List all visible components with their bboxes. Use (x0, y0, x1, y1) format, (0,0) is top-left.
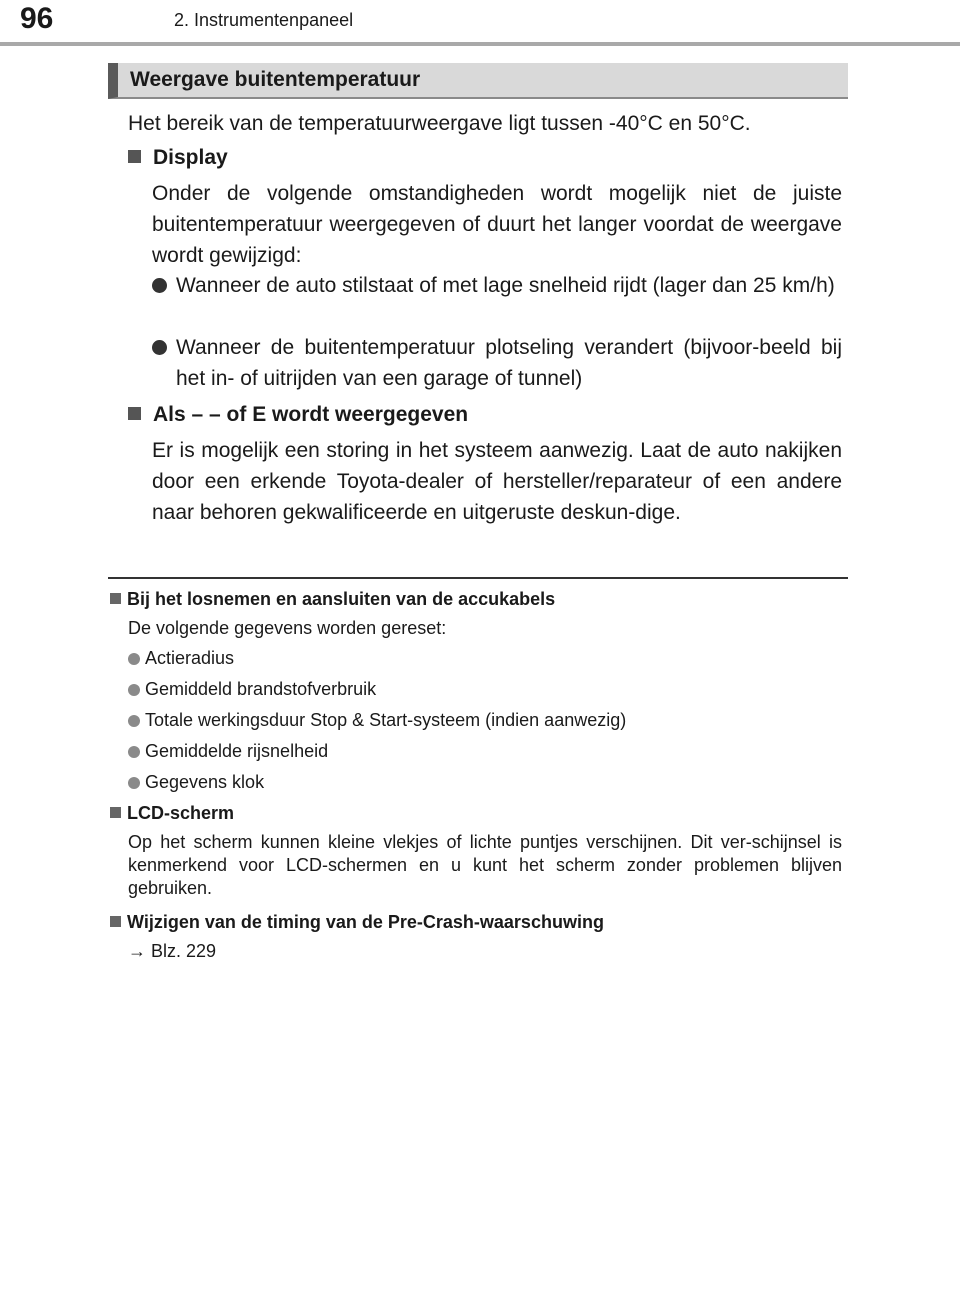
bullet-dot-icon (128, 746, 140, 758)
list-item-label: Totale werkingsduur Stop & Start-systeem (indien aanwezig) (145, 710, 627, 730)
square-bullet-icon (128, 407, 141, 420)
display-bullet-text: Wanneer de buitentemperatuur plotseling verandert (bijvoor-beeld bij het in- of uitrijden van een garage of tunnel) (176, 336, 842, 390)
bullet-dot-icon (128, 653, 140, 665)
precrash-page-reference[interactable]: → Blz. 229 (128, 941, 217, 961)
display-bullet-text: Wanneer de auto stilstaat of met lage snelheid rijdt (lager dan 25 km/h) (176, 274, 835, 297)
list-item-label: Gemiddelde rijsnelheid (145, 741, 329, 761)
list-item (128, 679, 376, 700)
lcd-heading (110, 803, 234, 824)
page-number: 96 (20, 2, 54, 35)
battery-text: De volgende gegevens worden gereset: (128, 618, 447, 638)
lcd-text: Op het scherm kunnen kleine vlekjes of lichte puntjes verschijnen. Dit ver-schijnsel is kenmerkend voor LCD-schermen en u kunt het scherm zonder problemen blijven gebruiken. (128, 832, 842, 898)
list-item-label: Actieradius (145, 648, 235, 668)
section-title-bar (108, 63, 848, 99)
error-heading (128, 403, 468, 427)
square-bullet-icon (128, 150, 141, 163)
list-item (128, 741, 328, 762)
bullet-dot-icon (128, 684, 140, 696)
error-text: Er is mogelijk een storing in het systeem aanwezig. Laat de auto nakijken door een erkende Toyota-dealer of hersteller/reparateur of een andere naar behoren gekwalificeerde en uitgeruste deskun-dige. (152, 439, 842, 524)
display-bullet-item (152, 332, 842, 394)
list-item-label: Gemiddeld brandstofverbruik (145, 679, 377, 699)
display-text: Onder de volgende omstandigheden wordt mogelijk niet de juiste buitentemperatuur weergegeven of duurt het langer voordat de weergave wordt gewijzigd: (152, 182, 842, 267)
bullet-dot-icon (152, 340, 167, 355)
chapter-title: 2. Instrumentenpaneel (174, 10, 354, 30)
precrash-heading (110, 912, 604, 933)
bullet-dot-icon (128, 715, 140, 727)
display-heading (128, 146, 228, 170)
error-heading-label: Als – – of E wordt weergegeven (153, 403, 469, 426)
list-item (128, 772, 264, 793)
square-bullet-icon (110, 916, 121, 927)
display-heading-label: Display (153, 146, 228, 169)
battery-heading (110, 589, 555, 610)
lcd-heading-label: LCD-scherm (127, 803, 235, 823)
list-item (128, 710, 626, 731)
battery-heading-label: Bij het losnemen en aansluiten van de accukabels (127, 589, 556, 609)
header-divider (0, 42, 960, 46)
list-item-label: Gegevens klok (145, 772, 265, 792)
notes-divider (108, 577, 848, 579)
intro-text: Het bereik van de temperatuurweergave ligt tussen -40°C en 50°C. (128, 112, 751, 135)
list-item (128, 648, 234, 669)
display-bullet-item (152, 270, 842, 301)
square-bullet-icon (110, 807, 121, 818)
square-bullet-icon (110, 593, 121, 604)
bullet-dot-icon (128, 777, 140, 789)
precrash-heading-label: Wijzigen van de timing van de Pre-Crash-waarschuwing (127, 912, 604, 932)
section-title: Weergave buitentemperatuur (130, 68, 421, 91)
bullet-dot-icon (152, 278, 167, 293)
